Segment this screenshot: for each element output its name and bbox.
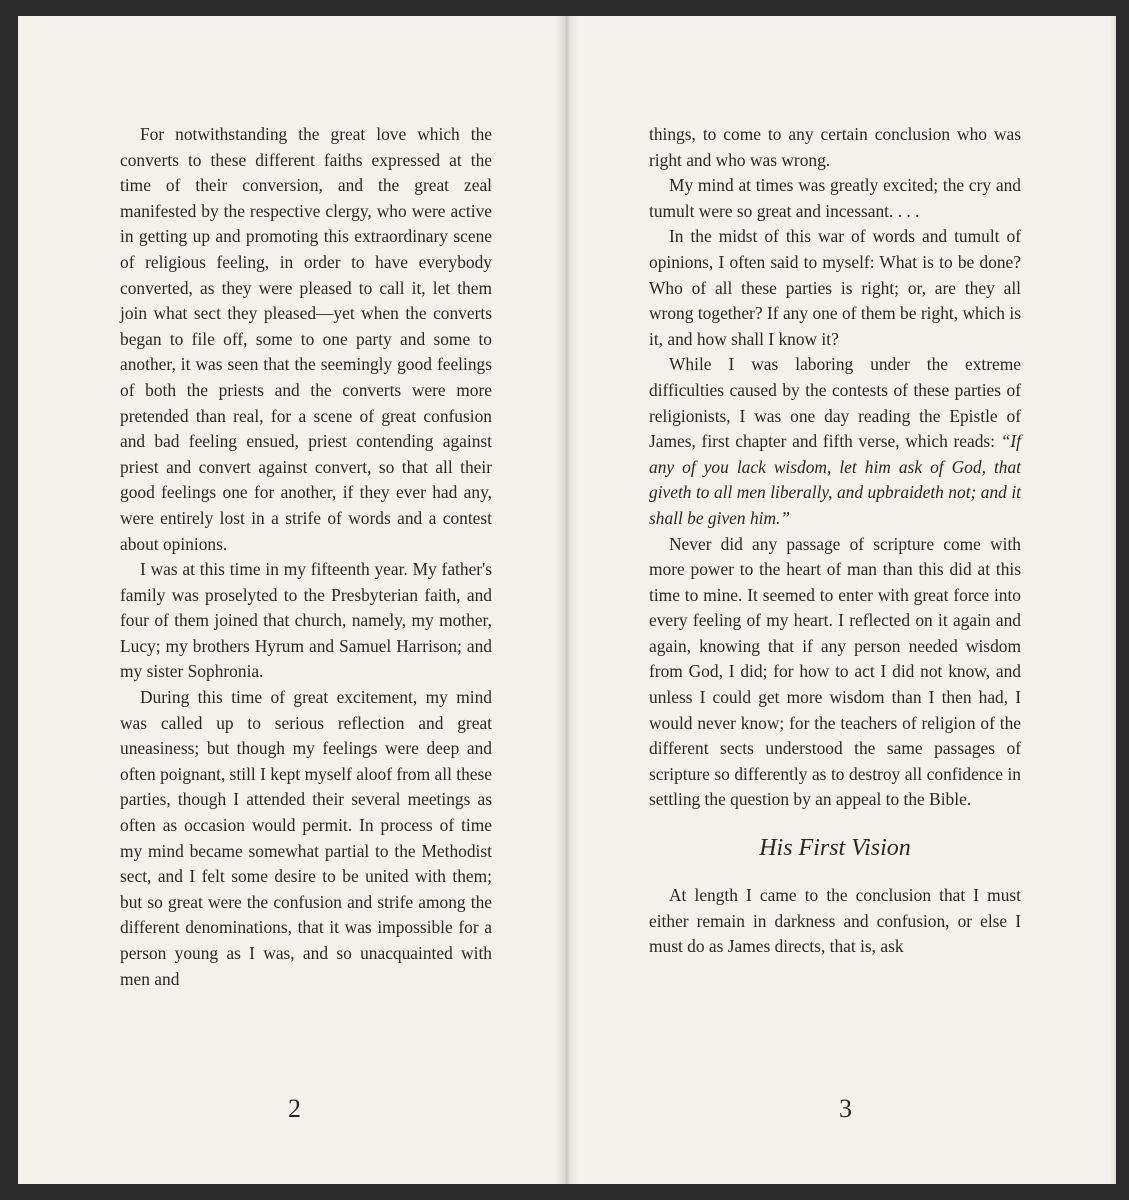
left-page-body — [120, 122, 492, 992]
paragraph: In the midst of this war of words and tumult of opinions, I often said to myself: What is to be done? Who of all these parties is right; or, are they all wrong together? If any one of them be right, which is it, and how shall I know it? — [649, 226, 1021, 349]
paragraph: During this time of great excitement, my mind was called up to serious reflection and great uneasiness; but though my feelings were deep and often poignant, still I kept myself aloof from all these parties, though I attended their several meetings as often as occasion would permit. In process of time my mind became somewhat partial to the Methodist sect, and I felt some desire to be united with them; but so great were the confusion and strife among the different denominations, that it was impossible for a person young as I was, and so unacquainted with men and — [120, 687, 492, 989]
paragraph: Never did any passage of scripture come with more power to the heart of man than this did at this time to mine. It seemed to enter with great force into every feeling of my heart. I reflected on it again and again, knowing that if any person needed wisdom from God, I did; for how to act I did not know, and unless I could get more wisdom than I then had, I would never know; for the teachers of religion of the different sects understood the same passages of scripture so differently as to destroy all confidence in settling the question by an appeal to the Bible. — [649, 533, 1021, 810]
paragraph: My mind at times was greatly excited; the cry and tumult were so great and incessant. . . . — [649, 175, 1021, 221]
page-number: 2 — [288, 1094, 301, 1123]
scripture-quote: “If any of you lack wisdom, let him ask of God, that giveth to all men liberally, and upbraideth not; and it shall be given him.” — [649, 431, 1021, 528]
page-number: 3 — [839, 1094, 852, 1123]
spine-gutter — [556, 16, 578, 1184]
paragraph: I was at this time in my fifteenth year. My father's family was proselyted to the Presbyterian faith, and four of them joined that church, namely, my mother, Lucy; my brothers Hyrum and Samuel Harrison; and my sister Sophronia. — [120, 559, 492, 682]
paragraph: things, to come to any certain conclusion who was right and who was wrong. — [649, 124, 1021, 170]
right-page-body — [649, 122, 1021, 960]
paragraph: For notwithstanding the great love which the converts to these different faiths expressed at the time of their conversion, and the great zeal manifested by the respective clergy, who were active in getting up and promoting this extraordinary scene of religious feeling, in order to have everybody converted, as they were pleased to call it, let them join what sect they pleased—yet when the converts began to file off, some to one party and some to another, it was seen that the seemingly good feelings of both the priests and the converts were more pretended than real, for a scene of great confusion and bad feeling ensued, priest contending against priest and convert against convert, so that all their good feelings one for another, if they ever had any, were entirely lost in a strife of words and a contest about opinions. — [120, 124, 492, 554]
section-heading: His First Vision — [759, 835, 911, 862]
booklet-spread — [18, 16, 1116, 1184]
paragraph-text: While I was laboring under the extreme difficulties caused by the contests of these parties of religionists, I was one day reading the Epistle of James, first chapter and fifth verse, which reads: — [649, 354, 1021, 452]
paragraph: At length I came to the conclusion that I must either remain in darkness and confusion, or else I must do as James directs, that is, ask — [649, 885, 1021, 957]
paragraph — [649, 352, 1021, 531]
left-page — [18, 16, 563, 1184]
page-edge-shadow — [1110, 16, 1116, 1184]
right-page — [567, 16, 1116, 1184]
